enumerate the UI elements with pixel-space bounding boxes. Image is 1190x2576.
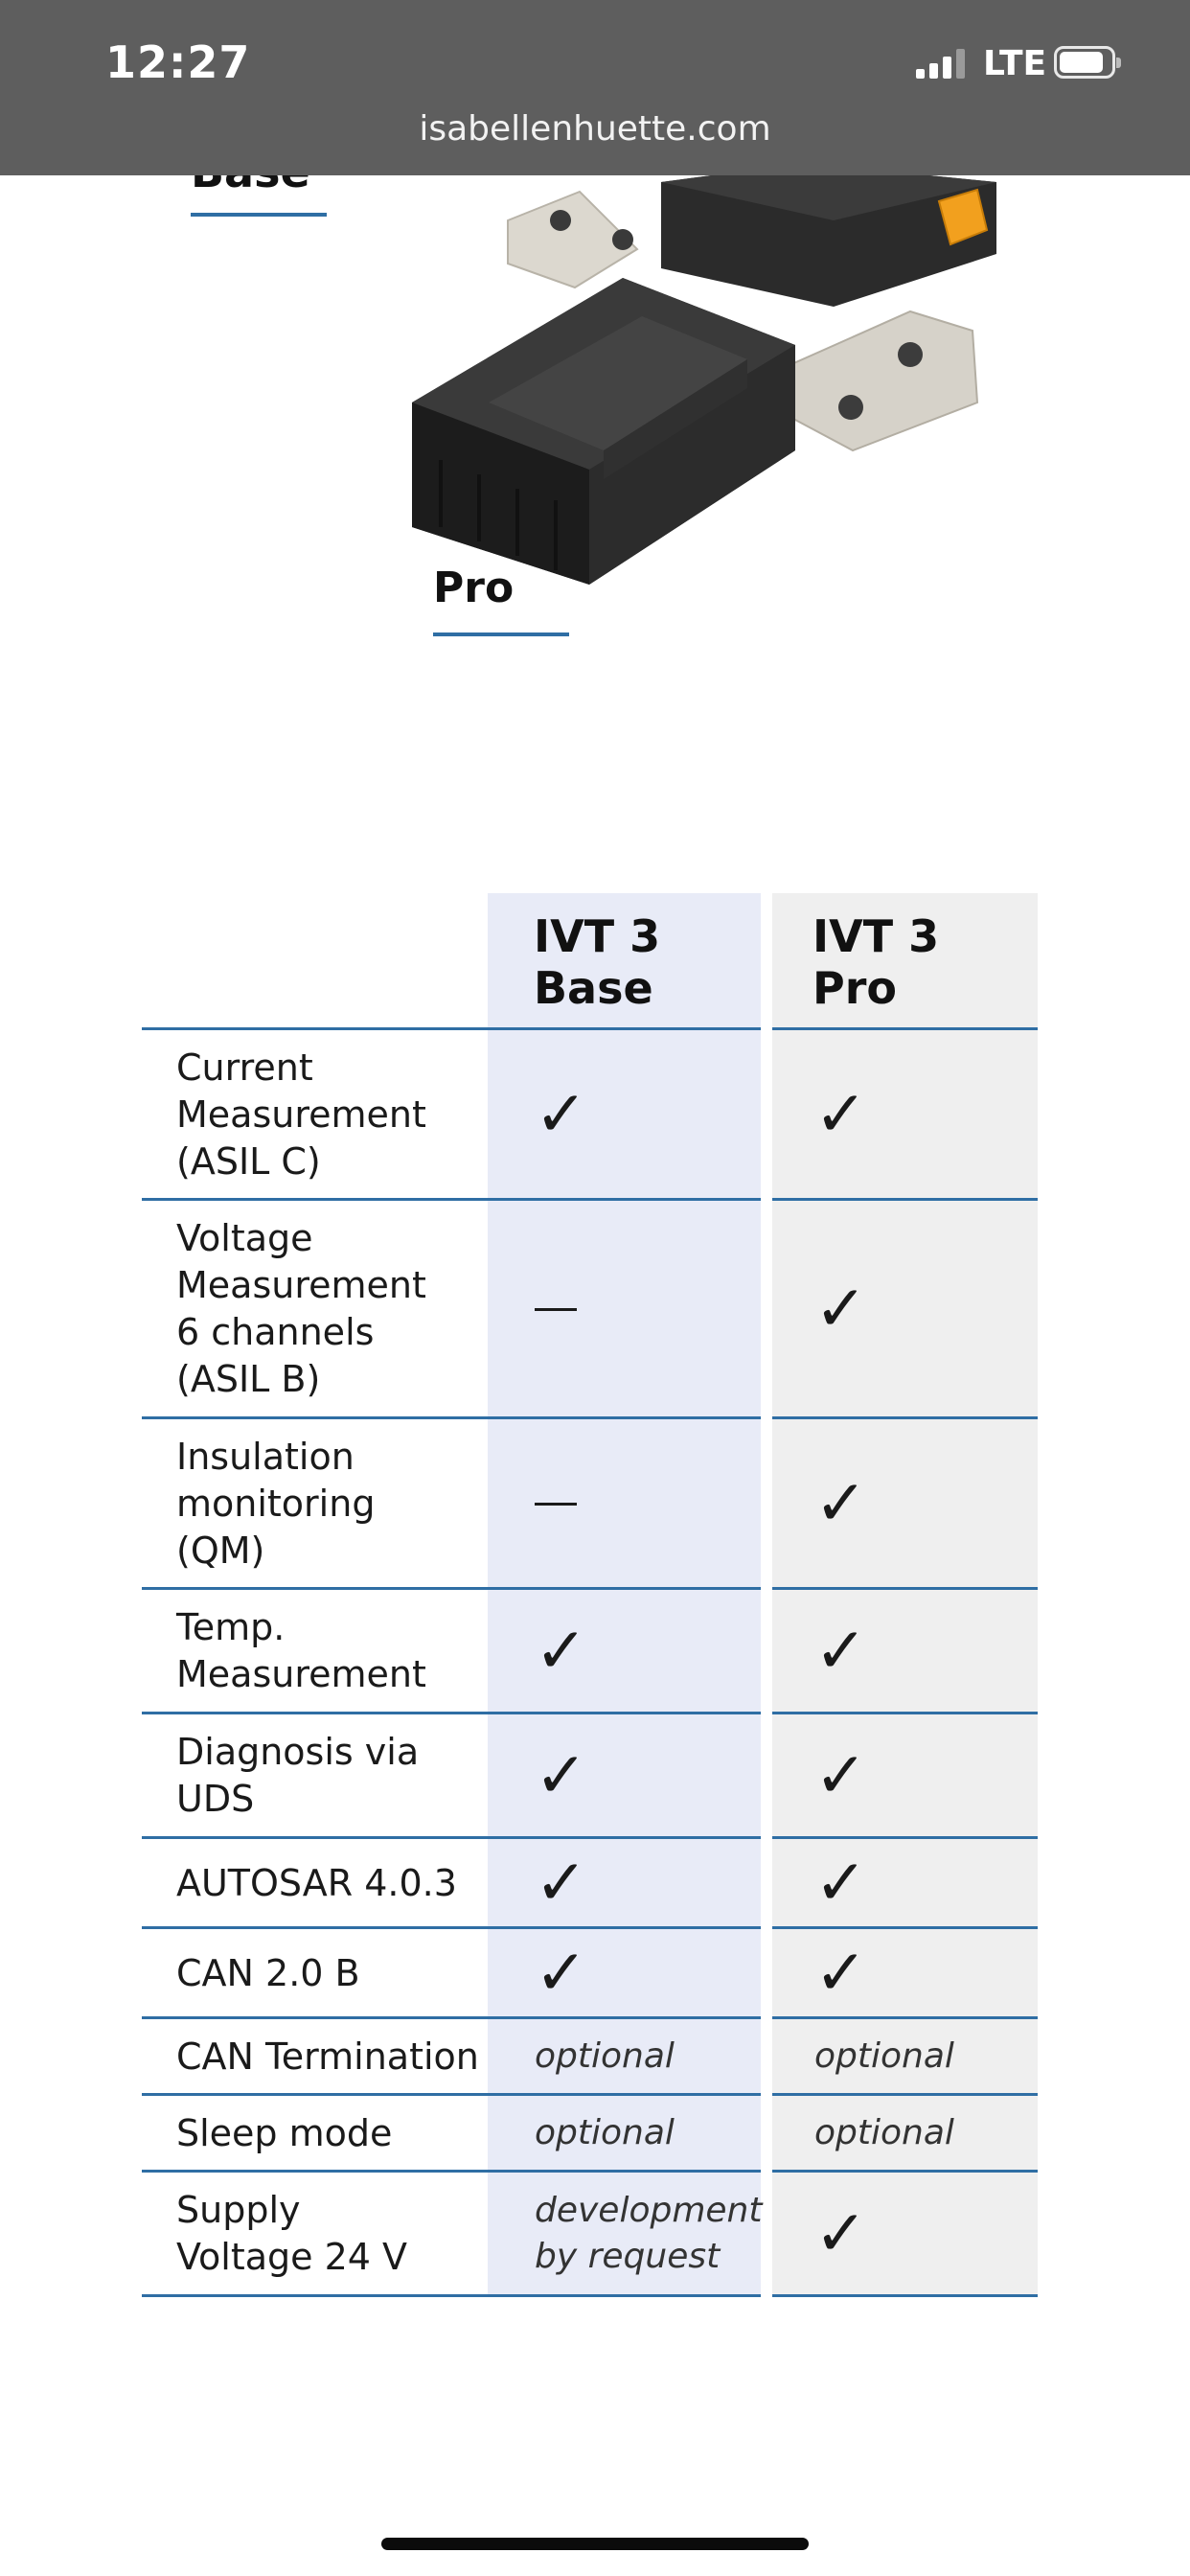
- table-row: [142, 2172, 1038, 2296]
- check-mark-icon: ✓: [814, 1272, 868, 1346]
- dash-icon: [535, 1418, 803, 1589]
- signal-icon: [916, 48, 968, 79]
- base-cell-text: optional: [535, 2113, 675, 2152]
- label-base-underline: [191, 213, 327, 217]
- dash-icon: [535, 1200, 803, 1418]
- url-address[interactable]: isabellenhuette.com: [419, 109, 771, 149]
- label-pro: Pro: [433, 564, 515, 612]
- check-mark-icon: ✓: [814, 1614, 868, 1688]
- status-time: 12:27: [105, 36, 251, 88]
- table-row: [142, 1029, 1038, 1200]
- check-mark-icon: ✓: [814, 1936, 868, 2010]
- battery-icon: [1054, 46, 1115, 79]
- table-row-divider: [142, 2294, 488, 2297]
- table-row: [142, 1200, 1038, 1418]
- feature-label: AUTOSAR 4.0.3: [176, 1861, 457, 1904]
- feature-label: Insulation monitoring (QM): [176, 1435, 376, 1572]
- table-row-divider: [488, 2294, 761, 2297]
- check-mark-icon: ✓: [535, 1077, 588, 1151]
- header-ivt3-pro: IVT 3 Pro: [812, 910, 940, 1014]
- feature-label: Supply Voltage 24 V: [176, 2189, 408, 2278]
- home-indicator[interactable]: [381, 2538, 809, 2550]
- check-mark-icon: ✓: [535, 1936, 588, 2010]
- feature-label: CAN 2.0 B: [176, 1951, 360, 1994]
- check-mark-icon: ✓: [535, 1614, 588, 1688]
- check-mark-icon: ✓: [814, 1077, 868, 1151]
- browser-top-bar: [0, 0, 1190, 175]
- check-mark-icon: ✓: [535, 1738, 588, 1812]
- check-mark-icon: ✓: [535, 1846, 588, 1920]
- table-row: [142, 2018, 1038, 2095]
- label-pro-underline: [433, 632, 569, 636]
- feature-label: CAN Termination: [176, 2035, 479, 2078]
- base-cell-text: optional: [535, 2036, 675, 2076]
- feature-label: Voltage Measurement 6 channels (ASIL B): [176, 1217, 426, 1400]
- feature-label: Current Measurement (ASIL C): [176, 1046, 426, 1183]
- product-image-ivt3-pro: [402, 163, 1035, 613]
- feature-label: Sleep mode: [176, 2111, 393, 2154]
- table-row: [142, 1928, 1038, 2018]
- table-row: [142, 1418, 1038, 1589]
- header-ivt3-base: IVT 3 Base: [534, 910, 661, 1014]
- table-row: [142, 1589, 1038, 1714]
- network-type: LTE: [983, 44, 1047, 83]
- table-row: [142, 1714, 1038, 1838]
- feature-label: Diagnosis via UDS: [176, 1731, 420, 1820]
- table-row: [142, 1838, 1038, 1928]
- check-mark-icon: ✓: [814, 1466, 868, 1540]
- feature-label: Temp. Measurement: [176, 1606, 426, 1695]
- base-cell-text: development by request: [535, 2191, 763, 2276]
- pro-cell-text: optional: [814, 2113, 954, 2152]
- table-row: [142, 2095, 1038, 2172]
- check-mark-icon: ✓: [814, 1738, 868, 1812]
- check-mark-icon: ✓: [814, 1846, 868, 1920]
- table-row-divider: [772, 2294, 1038, 2297]
- check-mark-icon: ✓: [814, 2196, 868, 2270]
- pro-cell-text: optional: [814, 2036, 954, 2076]
